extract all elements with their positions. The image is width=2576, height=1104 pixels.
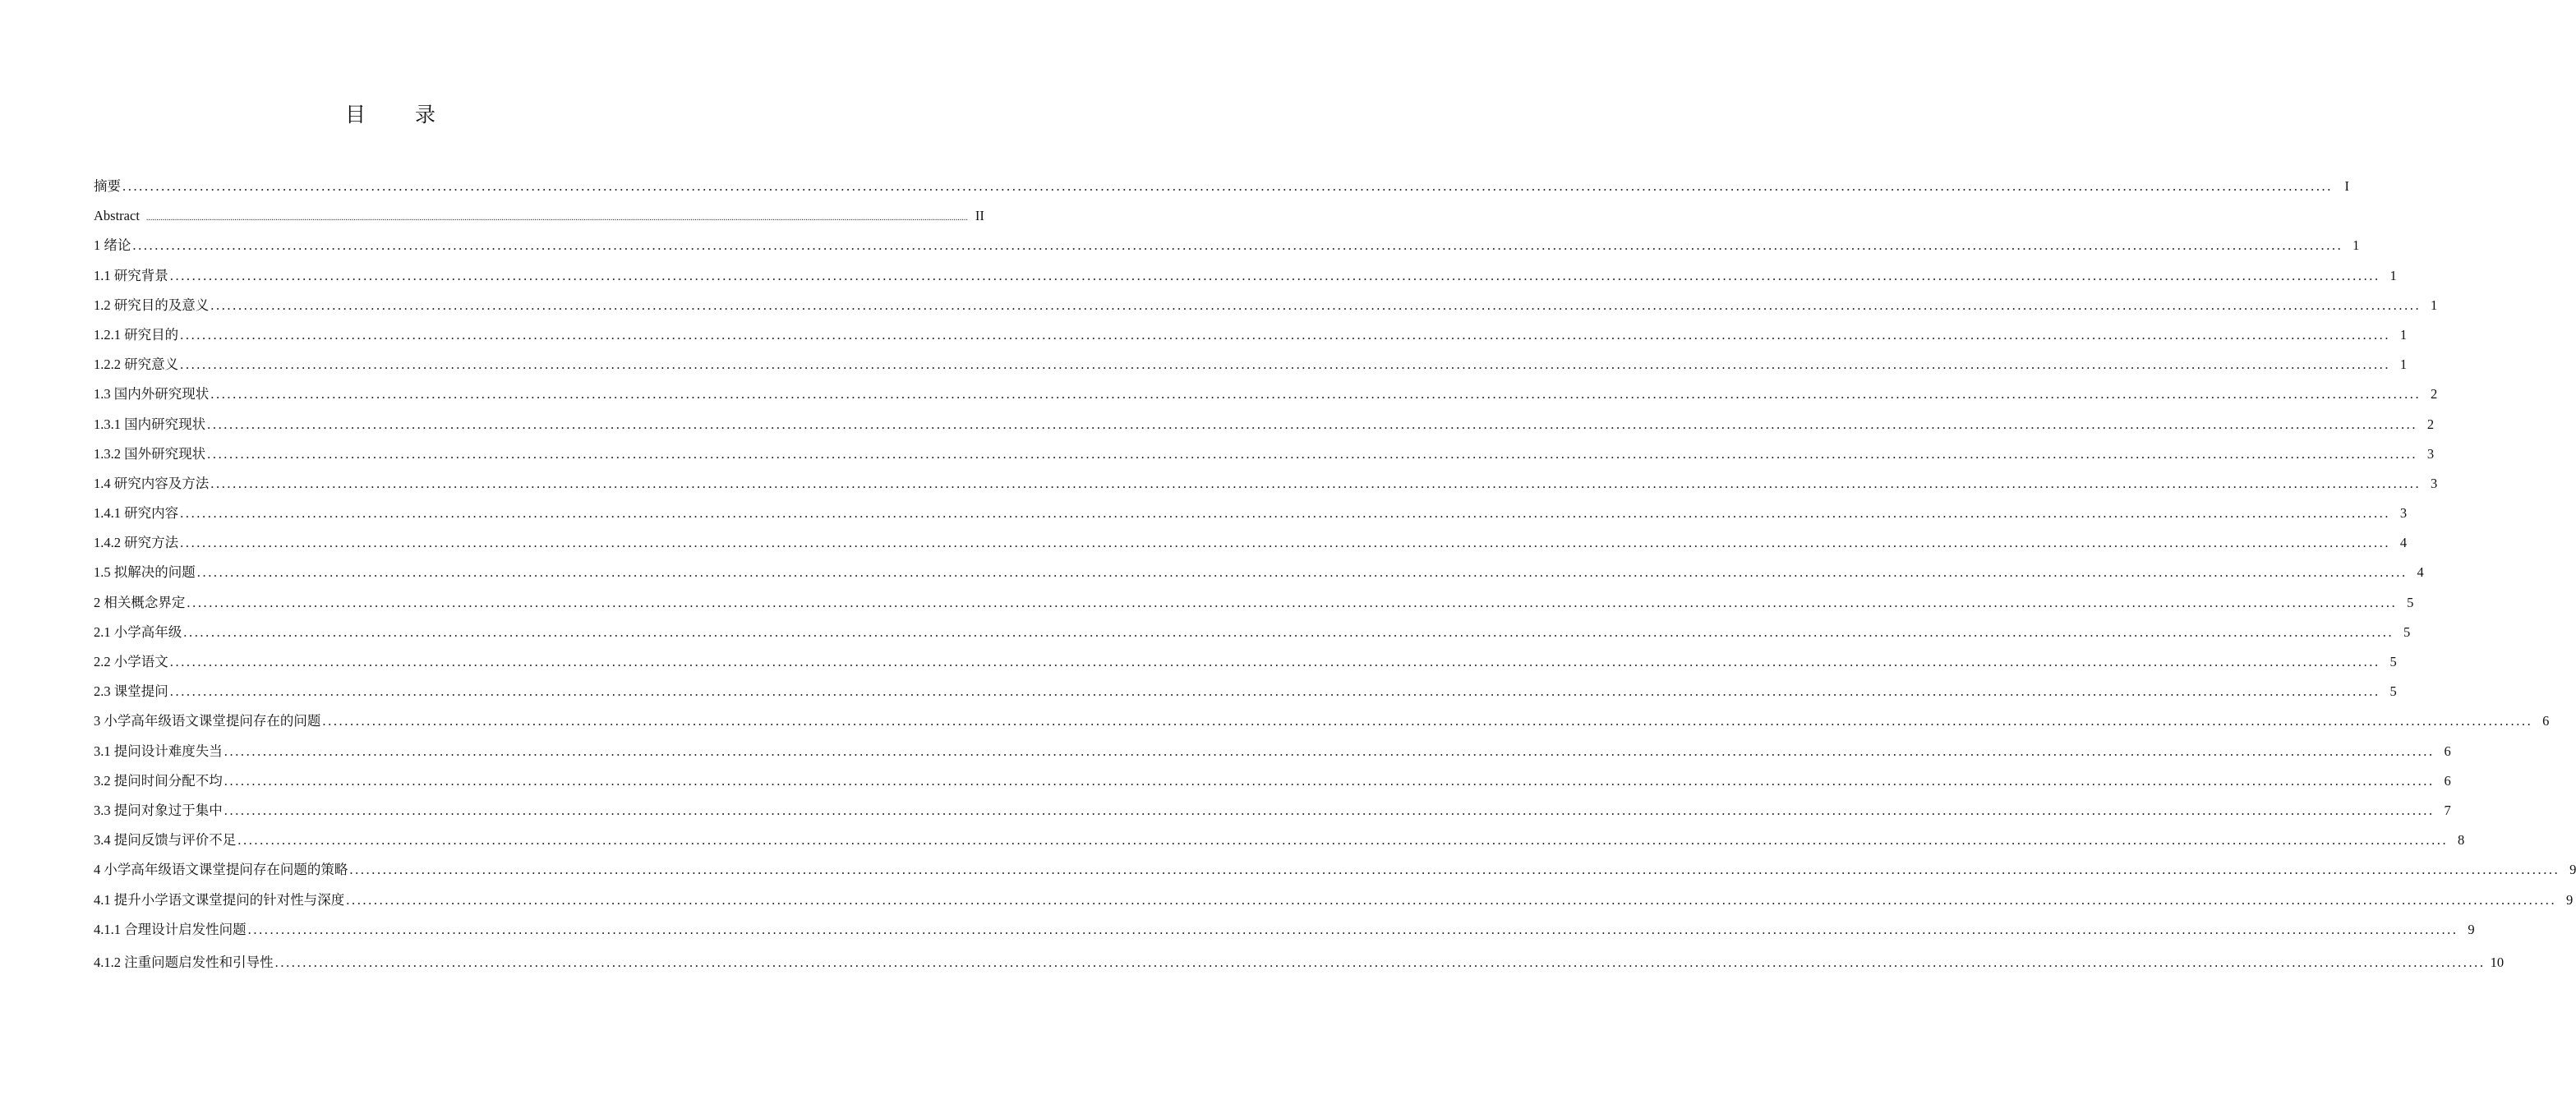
toc-entry-page: 1 [2399,326,2408,343]
toc-entry-label: 4.1.1 合理设计启发性问题 [94,921,247,937]
toc-leader-dots: ................................................................................................................................................................................................................................................................................................................................................................................................................ [207,416,2418,432]
toc-entry-label: 1.3.1 国内研究现状 [94,416,206,432]
toc-leader-dots: ................................................................................................................................................................................................................................................................................................................................................................................................................ [210,475,2422,491]
toc-leader-dots: ................................................................................................................................................................................................................................................................................................................................................................................................................ [196,564,2408,581]
toc-entry-label: 4.1 提升小学语文课堂提问的针对性与深度 [94,891,345,908]
toc-entry-label: 1.2.2 研究意义 [94,356,179,373]
toc-entry-label: 3.1 提问设计难度失当 [94,743,223,759]
toc-entry[interactable] [94,172,2349,201]
toc-entry[interactable] [94,588,2414,618]
toc-entry-label: 1.3 国内外研究现状 [94,386,210,402]
toc-leader-dots: ................................................................................................................................................................................................................................................................................................................................................................................................................ [223,802,2435,818]
toc-entry[interactable] [94,855,2576,885]
toc-entry-page: 8 [2458,832,2465,849]
toc-leader-dots: ................................................................................................................................................................................................................................................................................................................................................................................................................ [349,862,2560,878]
toc-entry-page: 1 [2353,237,2360,254]
toc-entry[interactable] [94,677,2397,706]
toc-leader-dots: ................................................................................................................................................................................................................................................................................................................................................................................................................ [187,594,2398,610]
toc-entry-label: 1.4.2 研究方法 [94,535,179,551]
toc-entry-label: 1.1 研究背景 [94,267,168,283]
toc-entry[interactable] [94,886,2574,915]
toc-entry-page: 6 [2444,743,2451,759]
toc-entry-label: 2.2 小学语文 [94,654,168,669]
toc-entry-label: 4 小学高年级语文课堂提问存在问题的策略 [94,862,348,878]
toc-entry-page: 6 [2542,713,2550,729]
toc-entry-label: 2.1 小学高年级 [94,623,182,640]
toc-leader-dots: ................................................................................................................................................................................................................................................................................................................................................................................................................ [132,237,2343,254]
toc-entry-page: 9 [2569,862,2576,878]
toc-entry-label: 3.4 提问反馈与评价不足 [94,832,237,849]
toc-entry[interactable] [94,796,2451,826]
toc-leader-dots: ................................................................................................................................................................................................................................................................................................................................................................................................................ [274,954,2486,970]
toc-entry-page: 5 [2403,623,2411,640]
toc-entry[interactable] [94,380,2438,409]
toc-entry[interactable] [94,261,2397,291]
toc-leader-dots: ................................................................................................................................................................................................................................................................................................................................................................................................................ [169,654,2380,669]
toc-leader-dots: ................................................................................................................................................................................................................................................................................................................................................................................................................ [169,267,2380,283]
toc-entry-page: 9 [2566,891,2574,908]
toc-entry-page: I [2344,178,2349,194]
toc-entry-page: 3 [2431,475,2438,491]
toc-entry-label: Abstract [94,208,140,224]
toc-entry[interactable] [94,737,2451,766]
toc-entry[interactable] [94,826,2465,855]
toc-entry[interactable] [94,528,2408,558]
toc-entry[interactable] [94,499,2408,528]
toc-entry-label: 1.3.2 国外研究现状 [94,445,206,462]
toc-entry-page: 5 [2389,683,2397,700]
toc-entry-page: 1 [2431,297,2438,313]
toc-leader-dots: ................................................................................................................................................................................................................................................................................................................................................................................................................ [180,535,2391,551]
toc-leader-dots: ................................................................................................................................................................................................................................................................................................................................................................................................................ [223,772,2435,789]
toc-entry[interactable] [94,945,2505,978]
toc-entry-page: 2 [2431,386,2438,402]
page-title: 目 录 [345,103,457,126]
toc-leader-dots: ................................................................................................................................................................................................................................................................................................................................................................................................................ [180,505,2391,522]
toc-entry-label: 3.2 提问时间分配不均 [94,772,223,789]
toc-entry[interactable] [94,915,2475,945]
toc-entry-page: 1 [2399,356,2408,373]
toc-entry-page: 10 [2490,954,2505,970]
toc-leader-dots: ................................................................................................................................................................................................................................................................................................................................................................................................................ [122,178,2333,194]
toc-entry-page: 4 [2417,564,2424,581]
toc-leader-dots: ................................................................................................................................................................................................................................................................................................................................................................................................................ [210,297,2422,313]
toc-leader-dots: ................................................................................................................................................................................................................................................................................................................................................................................................................ [169,683,2380,700]
toc-leader-dots: ................................................................................................................................................................................................................................................................................................................................................................................................................ [210,386,2422,402]
toc-entry-label: 2.3 课堂提问 [94,683,168,700]
toc-entry-page: 3 [2426,445,2435,462]
toc-entry[interactable] [94,618,2411,647]
toc-leader-dots: ................................................................................................................................................................................................................................................................................................................................................................................................................ [322,713,2533,729]
toc-entry[interactable] [94,647,2397,677]
toc-list [94,172,2576,978]
toc-entry[interactable] [94,558,2424,587]
toc-entry-page: 2 [2426,416,2435,432]
toc-entry[interactable] [94,706,2550,736]
toc-entry-label: 1.2.1 研究目的 [94,326,179,343]
toc-entry-page: 9 [2468,921,2475,937]
toc-entry-label: 1.5 拟解决的问题 [94,564,196,581]
toc-entry-page: 4 [2399,535,2408,551]
toc-entry[interactable] [94,320,2408,350]
toc-entry-page: 5 [2389,654,2397,669]
toc-entry-label: 1 绪论 [94,237,131,254]
toc-entry-label: 摘要 [94,178,121,194]
toc-entry-label: 2 相关概念界定 [94,594,186,610]
toc-leader-dots: ................................................................................................................................................................................................................................................................................................................................................................................................................ [180,326,2391,343]
toc-leader-dots: ................................................................................................................................................................................................................................................................................................................................................................................................................ [346,891,2557,908]
toc-entry-page: 1 [2389,267,2397,283]
toc-entry-page: II [975,208,984,224]
toc-entry-label: 3.3 提问对象过于集中 [94,802,223,818]
toc-entry[interactable] [94,201,984,231]
toc-entry[interactable] [94,439,2435,469]
toc-entry-label: 1.2 研究目的及意义 [94,297,210,313]
toc-entry-page: 3 [2399,505,2408,522]
toc-entry[interactable] [94,469,2438,499]
toc-entry-label: 1.4 研究内容及方法 [94,475,210,491]
toc-entry-label: 1.4.1 研究内容 [94,505,179,522]
toc-leader-dots: ................................................................................................................................................................................................................................................................................................................................................................................................................ [247,921,2458,937]
toc-leader-dots: ................................................................................................................................................................................................................................................................................................................................................................................................................ [145,214,968,223]
toc-leader-dots: ................................................................................................................................................................................................................................................................................................................................................................................................................ [223,743,2435,759]
toc-leader-dots: ................................................................................................................................................................................................................................................................................................................................................................................................................ [207,445,2418,462]
toc-entry-label: 3 小学高年级语文课堂提问存在的问题 [94,713,321,729]
toc-entry-page: 6 [2444,772,2451,789]
toc-entry[interactable] [94,350,2408,380]
toc-entry[interactable] [94,766,2451,796]
toc-leader-dots: ................................................................................................................................................................................................................................................................................................................................................................................................................ [237,832,2449,849]
toc-entry-label: 4.1.2 注重问题启发性和引导性 [94,954,274,970]
toc-leader-dots: ................................................................................................................................................................................................................................................................................................................................................................................................................ [183,623,2394,640]
toc-entry[interactable] [94,291,2438,320]
toc-entry-page: 5 [2407,594,2414,610]
toc-entry-page: 7 [2444,802,2451,818]
toc-entry[interactable] [94,410,2435,439]
toc-entry[interactable] [94,231,2360,260]
toc-leader-dots: ................................................................................................................................................................................................................................................................................................................................................................................................................ [180,356,2391,373]
